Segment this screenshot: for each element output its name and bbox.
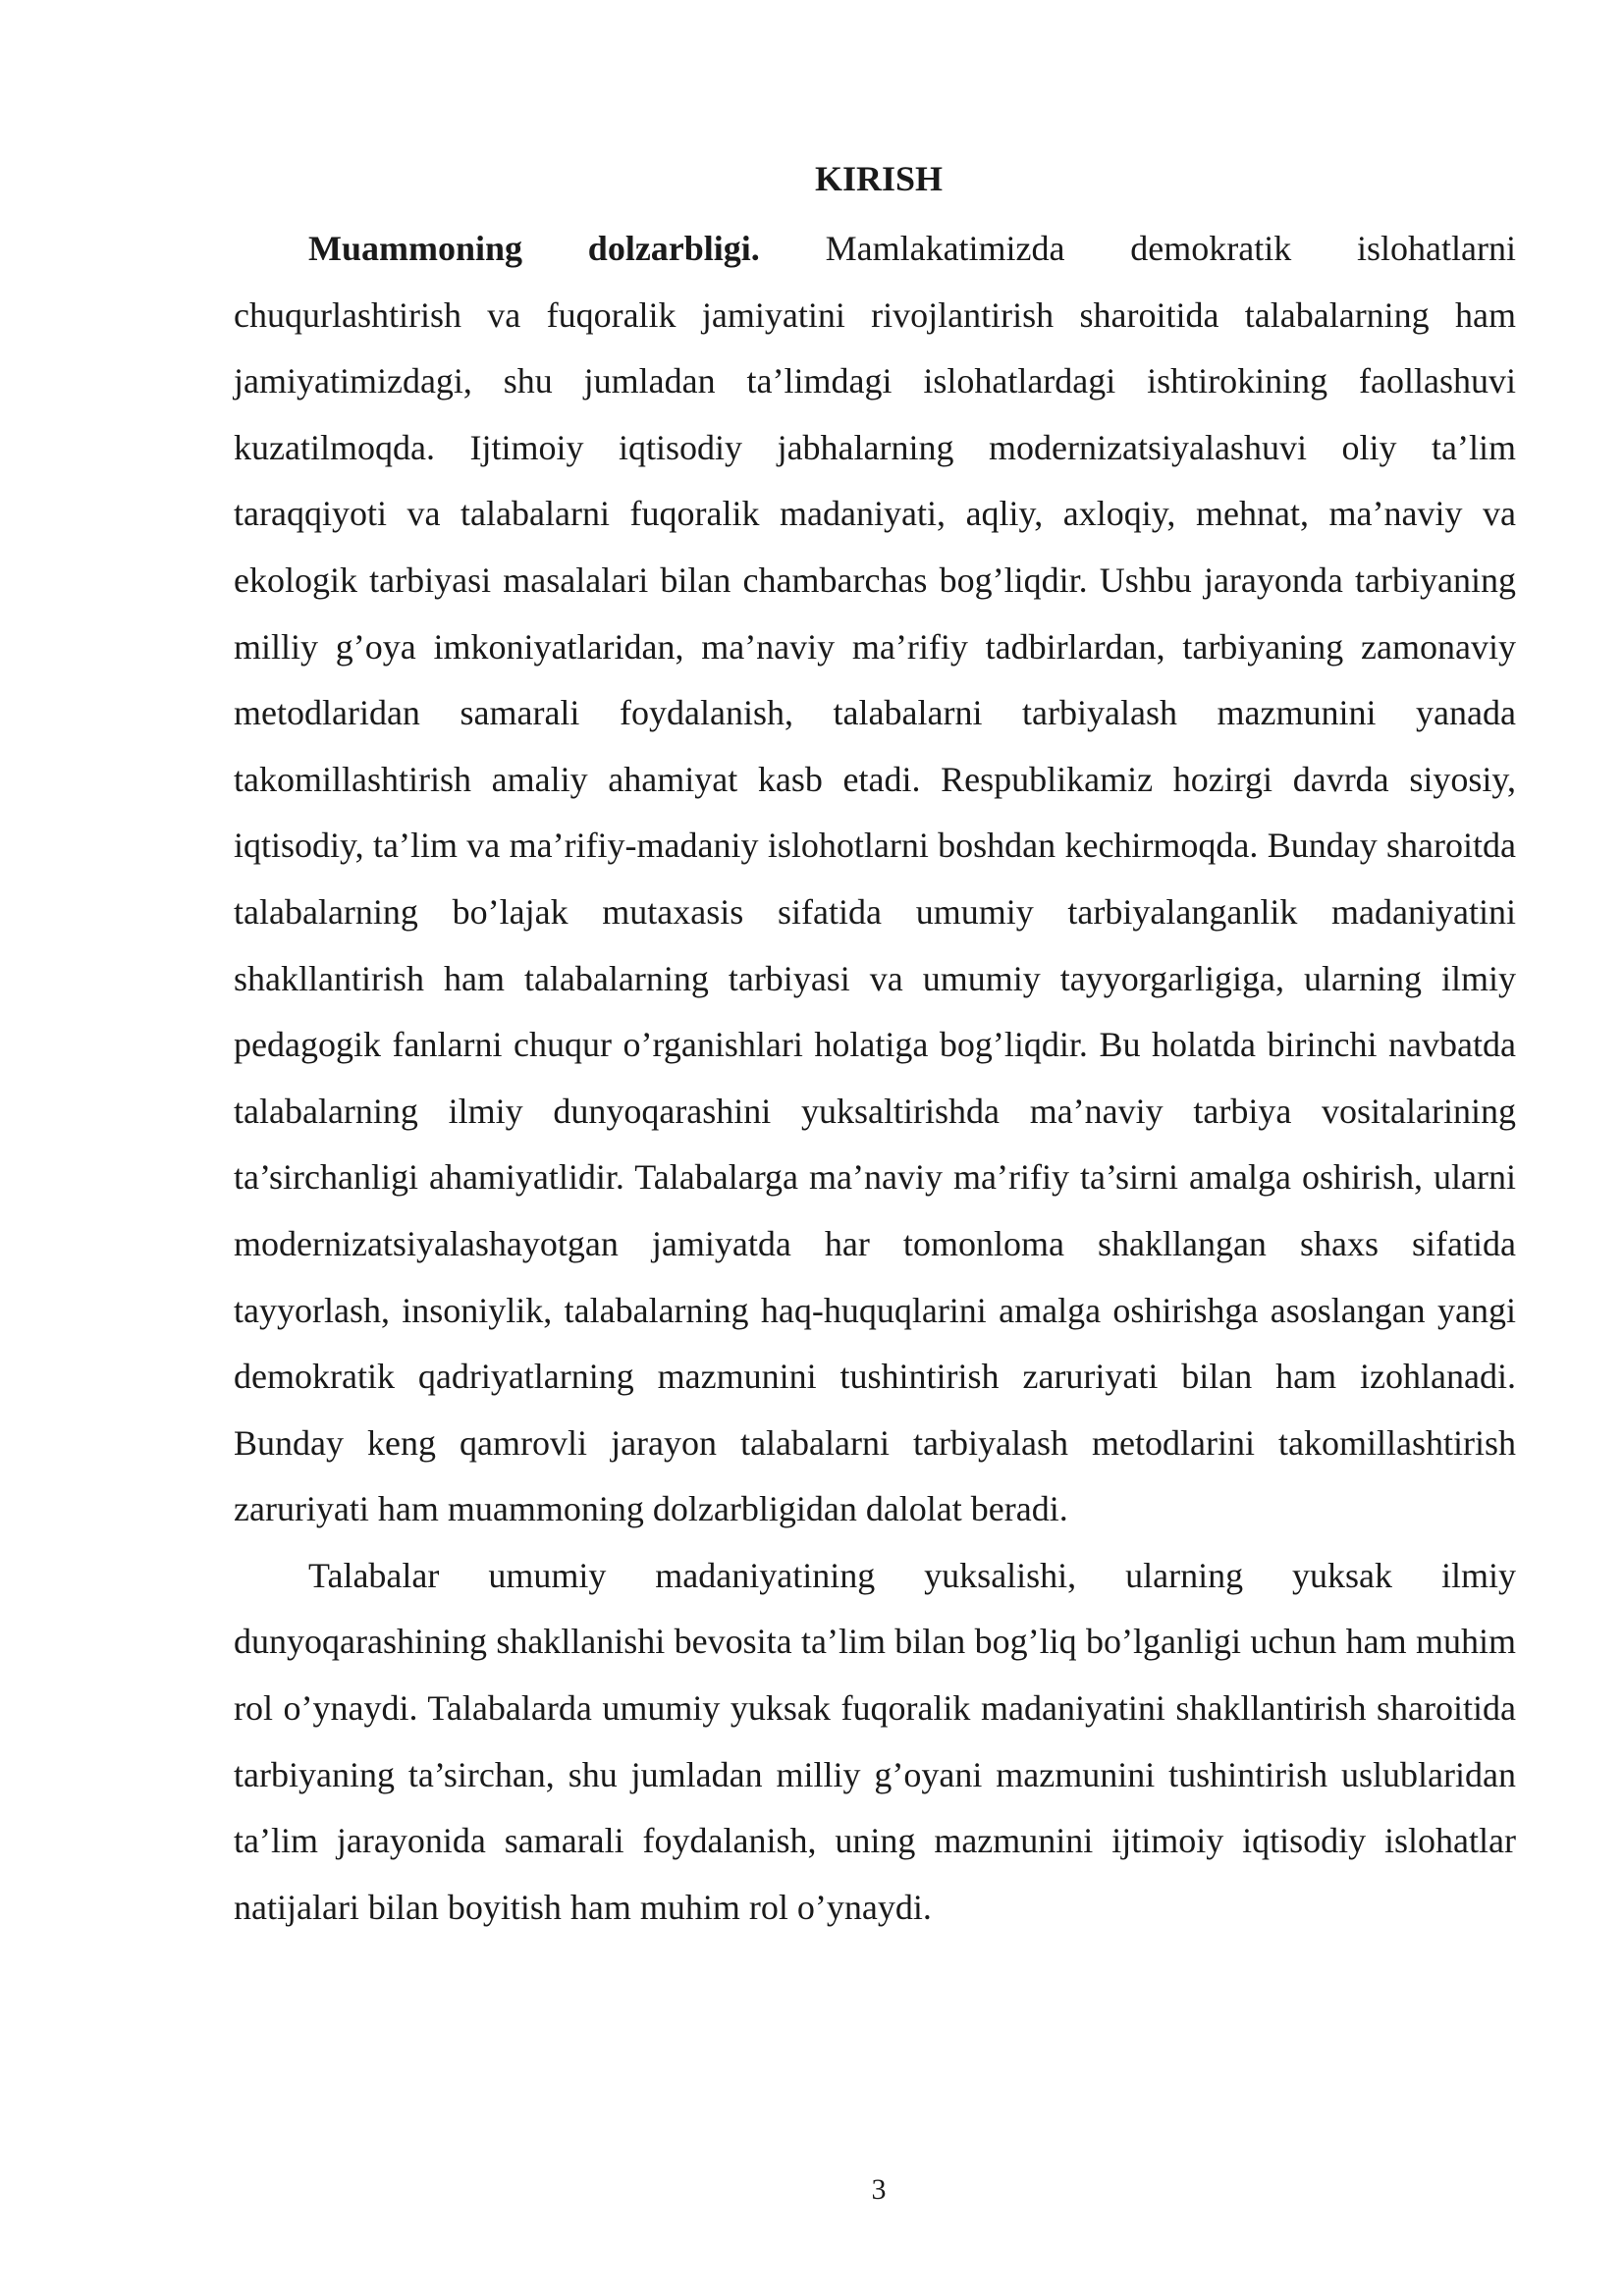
paragraph-relevance [234,216,1516,1543]
body-text [234,216,1516,1941]
paragraph-text: Mamlakatimizda demokratik islohatlarni chuqurlashtirish va fuqoralik jamiyatini rivojlantirish sharoitida talabalarning ham jamiyatimizdagi, shu jumladan ta’limdagi islohatlardagi ishtirokining faollashuvi kuzatilmoqda. Ijtimoiy iqtisodiy jabhalarning modernizatsiyalashuvi oliy ta’lim taraqqiyoti va talabalarni fuqoralik madaniyati, aqliy, axloqiy, mehnat, ma’naviy va ekologik tarbiyasi masalalari bilan chambarchas bog’liqdir. Ushbu jarayonda tarbiyaning milliy g’oya imkoniyatlaridan, ma’naviy ma’rifiy tadbirlardan, tarbiyaning zamonaviy metodlaridan samarali foydalanish, talabalarni tarbiyalash mazmunini yanada takomillashtirish amaliy ahamiyat kasb etadi. Respublikamiz hozirgi davrda siyosiy, iqtisodiy, ta’lim va ma’rifiy-madaniy islohotlarni boshdan kechirmoqda. Bunday sharoitda talabalarning bo’lajak mutaxasis sifatida umumiy tarbiyalanganlik madaniyatini shakllantirish ham talabalarning tarbiyasi va umumiy tayyorgarligiga, ularning ilmiy pedagogik fanlarni chuqur o’rganishlari holatiga bog’liqdir. Bu holatda birinchi navbatda talabalarning ilmiy dunyoqarashini yuksaltirishda ma’naviy tarbiya vositalarining ta’sirchanligi ahamiyatlidir. Talabalarga ma’naviy ma’rifiy ta’sirni amalga oshirish, ularni modernizatsiyalashayotgan jamiyatda har tomonloma shakllangan shaxs sifatida tayyorlash, insoniylik, talabalarning haq-huquqlarini amalga oshirishga asoslangan yangi demokratik qadriyatlarning mazmunini tushintirish zaruriyati bilan ham izohlanadi. Bunday keng qamrovli jarayon talabalarni tarbiyalash metodlarini takomillashtirish zaruriyati ham muammoning dolzarbligidan dalolat beradi. [234,229,1516,1529]
page-number: 3 [871,2173,887,2206]
section-heading: KIRISH [814,159,944,198]
paragraph-text: Talabalar umumiy madaniyatining yuksalishi, ularning yuksak ilmiy dunyoqarashining shakllanishi bevosita ta’lim bilan bog’liq bo’lganligi uchun ham muhim rol o’ynaydi. Talabalarda umumiy yuksak fuqoralik madaniyatini shakllantirish sharoitida tarbiyaning ta’sirchan, shu jumladan milliy g’oyani mazmunini tushintirish uslublaridan ta’lim jarayonida samarali foydalanish, uning mazmunini ijtimoiy iqtisodiy islohatlar natijalari bilan boyitish ham muhim rol o’ynaydi. [234,1555,1516,1927]
paragraph-culture [234,1543,1516,1942]
paragraph-lead: Muammoning dolzarbligi. [308,229,760,268]
